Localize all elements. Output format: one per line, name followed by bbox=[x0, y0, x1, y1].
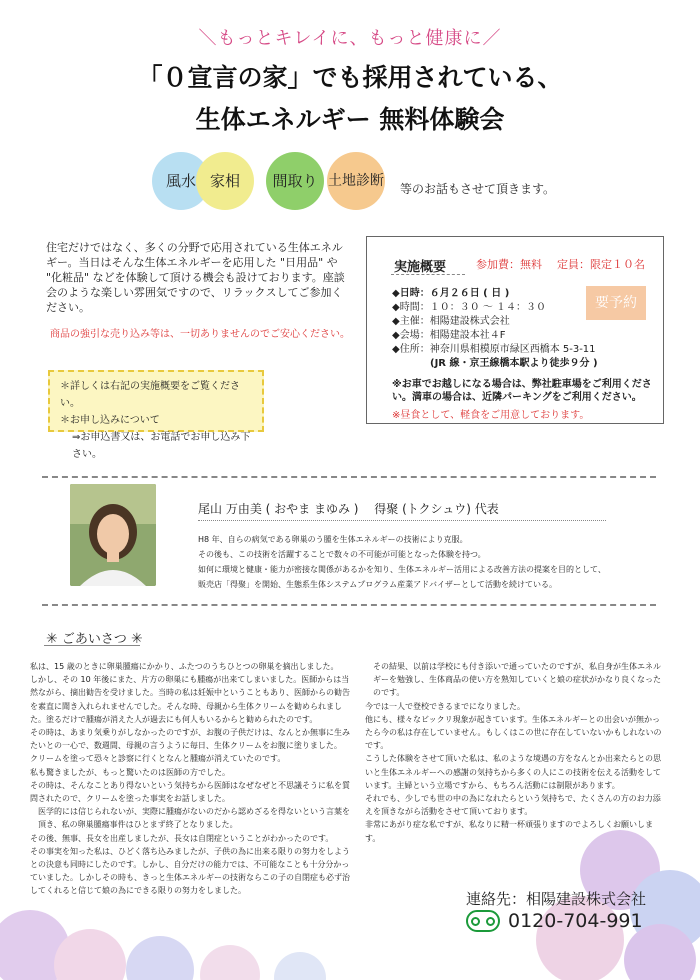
greeting-paragraph: その時は、あまり気乗りがしなかったのですが、お腹の子供だけは、なんとか無事に生みたいとの一心で、数週間、母親の言うように毎日、生体クリームをお腹に塗りました。 bbox=[30, 728, 350, 751]
event-access: (JR 線・京王線橋本駅より徒歩９分 ) bbox=[430, 358, 598, 369]
event-time: ◆時間：１０：３０ 〜 １４：３０ bbox=[392, 302, 547, 313]
greeting-paragraph: 私は、15 歳のときに卵巣腫瘍にかかり、ふたつのうちひとつの卵巣を摘出しました。 bbox=[30, 662, 339, 671]
profile-paragraph: 販売店「得聚」を開始、生態系生体システムプログラム産業アドバイザーとして活動を続けている。 bbox=[198, 580, 557, 589]
topic-floorplan: 間取り bbox=[266, 152, 324, 210]
tagline: ＼もっとキレイに、もっと健康に／ bbox=[198, 28, 502, 49]
topic-fengshui: 風水 bbox=[152, 152, 210, 210]
profile-paragraph: その後も、この技術を活躍することで数々の不可能が可能となった体験を持つ。 bbox=[198, 550, 486, 559]
title-line-1: 「０宣言の家」でも採用されている、 bbox=[137, 63, 563, 92]
intro-text: 住宅だけではなく、多くの分野で応用されている生体エネルギー。当日はそんな生体エネルギーを応用した "日用品" や "化粧品" などを体験して頂ける機会も設けております。座談会のような楽しい雰囲気ですので、リラックスしてご参加ください。 bbox=[46, 241, 345, 314]
topics-suffix: 等のお話もさせて頂きます。 bbox=[400, 182, 556, 196]
application-notice-box bbox=[48, 370, 264, 460]
event-heading-underline bbox=[391, 274, 465, 275]
greeting-paragraph: その事実を知った私は、ひどく落ち込みましたが、子供の為に出来る限りの努力をしようとの決意も同時にしたのです。しかし、自分だけの能力では、不可能なことも十分分かっていました。しかしその時も、きっと生体エネルギーの技術ならこの子の自閉症も必ず治してくれると信じて娘の為にできる限りの努力をしました。 bbox=[30, 846, 350, 896]
topic-land-diagnosis: 土地診断 bbox=[327, 152, 385, 210]
event-details bbox=[392, 287, 598, 371]
greeting-paragraph: その時は、そんなことあり得ないという気持ちから医師はなぜなぜと不思議そうに私を質問されたので、クリームを塗った事実をお話しました。 bbox=[30, 780, 350, 804]
profile-name: 尾山 万由美 ( おやま まゆみ ) 得聚 (トクシュウ) 代表 bbox=[198, 502, 499, 516]
notice-line: ＊詳しくは右記の実施概要をご覧ください。 bbox=[60, 381, 240, 409]
freedial-icon bbox=[466, 910, 500, 932]
asterisk-icon: ✳ bbox=[131, 631, 143, 647]
topic-kaso: 家相 bbox=[196, 152, 254, 210]
title-line-2: 生体エネルギー 無料体験会 bbox=[195, 105, 505, 134]
event-date: ◆日時：６月２６日 ( 日 ) bbox=[392, 288, 510, 299]
event-host: ◆主催：相陽建設株式会社 bbox=[392, 316, 510, 327]
no-sales-note: 商品の強引な売り込み等は、一切ありませんのでご安心ください。 bbox=[50, 329, 350, 340]
phone-number[interactable] bbox=[466, 910, 643, 932]
greeting-paragraph: 非常にあがり症な私ですが、私なりに精一杯頑張りますのでよろしくお願いします。 bbox=[365, 820, 653, 843]
notice-line: ＊お申し込みについて bbox=[60, 415, 160, 426]
greeting-underline bbox=[44, 645, 140, 646]
greeting-column-left bbox=[30, 660, 352, 898]
greeting-paragraph: こうした体験をさせて頂いた私は、私のような境遇の方をなんとか出来たらとの思いと生体エネルギーへの感謝の気持ちから多くの人にこの技術を伝える活動をしています。主婦という立場ですから、もちろん活動には制限があります。 bbox=[365, 754, 661, 790]
phone-number-text: 0120-704-991 bbox=[508, 910, 643, 932]
event-fee: 参加費：無料 bbox=[476, 258, 542, 271]
contact-label: 連絡先：相陽建設株式会社 bbox=[466, 890, 647, 908]
meal-note: ※昼食として、軽食をご用意しております。 bbox=[392, 410, 590, 421]
greeting-paragraph: その後、無事、長女を出産しましたが、長女は自閉症ということがわかったのです。 bbox=[30, 833, 334, 843]
notice-line: ⇒お申込書又は、お電話でお申し込み下さい。 bbox=[72, 432, 251, 460]
profile-paragraph: 如何に環境と健康・能力が密接な関係があるかを知り、生体エネルギー活用による改善方法の提案を目的として、 bbox=[198, 565, 606, 574]
greeting-paragraph: しかし、その 10 年後にまた、片方の卵巣にも腫瘍が出来てしまいました。医師からは当然ながら、摘出勧告を受けました。当時の私は妊娠中ということもあり、医師からの勧告を素直に聞き入れられませんでした。そんな時、母親から生体クリームを勧められました。塗るだけで腫瘍が消えた人が過去にも何人もいるからと勧められたのです。 bbox=[30, 675, 350, 724]
greeting-paragraph: それでも、少しでも世の中の為になれたらという気持ちで、たくさんの方のお力添えを頂きながら活動をさせて頂いております。 bbox=[365, 794, 661, 817]
greeting-heading-text: ごあいさつ bbox=[61, 632, 127, 647]
reservation-required-badge: 要予約 bbox=[586, 286, 646, 320]
event-heading: 実施概要 bbox=[394, 260, 447, 275]
greeting-paragraph: クリームを塗って恐々と診察に行くとなんと腫瘍が消えていたのです。 bbox=[30, 754, 286, 764]
greeting-paragraph: 今では一人で登校できるまでになりました。 bbox=[365, 701, 525, 711]
greeting-paragraph: その結果、以前は学校にも付き添いで通っていたのですが、私自身が生体エネルギーを勉強し、生体商品の使い方を熟知していくと娘の症状がかなり良くなったのです。 bbox=[373, 662, 661, 698]
profile-text bbox=[198, 532, 648, 592]
event-address: ◆住所：神奈川県相模原市緑区西橋本 5-3-11 bbox=[392, 344, 596, 355]
greeting-paragraph: 他にも、様々なビックリ現象が起きています。生体エネルギーとの出会いが無かったら今の私は存在していません。もしくはこの世に存在していないかもしれないのです。 bbox=[365, 714, 662, 751]
greeting-column-right bbox=[365, 660, 665, 845]
greeting-paragraph: 私も驚きましたが、もっと驚いたのは医師の方でした。 bbox=[30, 767, 230, 777]
hydrangea-decoration-left bbox=[0, 880, 360, 980]
section-divider bbox=[42, 476, 656, 478]
parking-note: ※お車でお越しになる場合は、弊社駐車場をご利用ください。満車の場合は、近隣パーキングをご利用ください。 bbox=[392, 379, 652, 403]
profile-photo bbox=[70, 484, 156, 586]
event-venue: ◆会場：相陽建設本社４F bbox=[392, 330, 506, 341]
event-capacity: 定員：限定１０名 bbox=[557, 258, 645, 271]
greeting-paragraph: 医学的には信じられないが、実際に腫瘍がないのだから認めざるを得ないという言葉を頂き、私の卵巣腫瘍事件はひとまず終了となりました。 bbox=[38, 807, 350, 830]
profile-paragraph: H8 年、自らの病気である卵巣のう腫を生体エネルギーの技術により克服。 bbox=[198, 535, 468, 544]
section-divider bbox=[42, 604, 656, 606]
profile-underline bbox=[198, 520, 606, 521]
asterisk-icon: ✳ bbox=[46, 631, 58, 647]
